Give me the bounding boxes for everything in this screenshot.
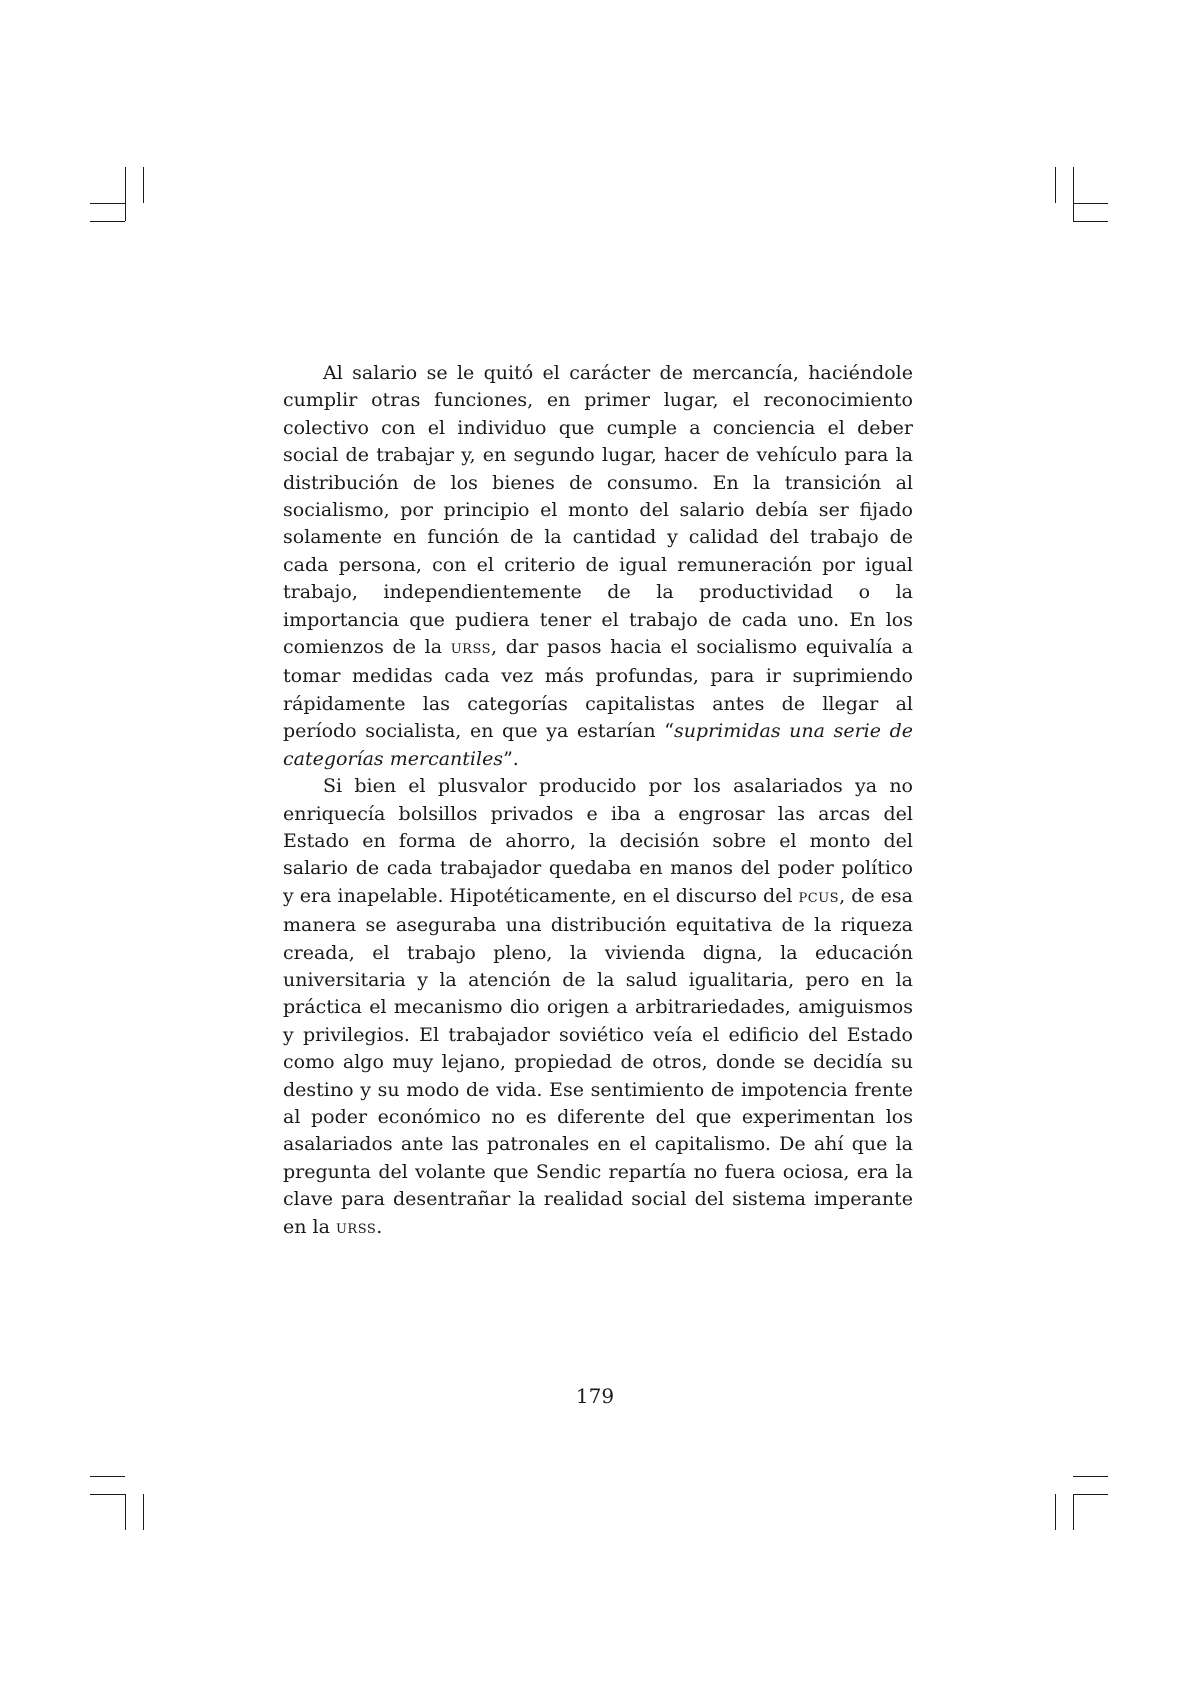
crop-mark xyxy=(90,1494,125,1495)
text-run: . xyxy=(376,1215,383,1238)
crop-mark xyxy=(143,1494,144,1530)
text-run: Si bien el plusvalor producido por los asalariados ya no enriquecía bolsillos privados e iba a engrosar las arcas del Estado en forma de ahorro, la decisión sobre el monto del salario de cada trabajador quedaba en manos del poder político y era inapelable. Hipotéticamente, en el discurso del xyxy=(283,775,913,907)
crop-mark xyxy=(1055,167,1056,203)
crop-mark xyxy=(1073,1476,1108,1477)
text-run: ”. xyxy=(503,747,519,770)
crop-mark xyxy=(1073,1494,1108,1495)
crop-mark xyxy=(1073,221,1108,222)
paragraph xyxy=(283,360,913,773)
acronym: URSS xyxy=(450,642,492,658)
acronym: PCUS xyxy=(798,890,840,906)
text-run: Al salario se le quitó el carácter de mercancía, haciéndole cumplir otras funciones, en primer lugar, el reconocimiento colectivo con el individuo que cumple a conciencia el deber social de trabajar y, en segundo lugar, hacer de vehículo para la distribución de los bienes de consumo. En la transición al socialismo, por principio el monto del salario debía ser fijado solamente en función de la cantidad y calidad del trabajo de cada persona, con el criterio de igual remuneración por igual trabajo, independientemente de la productividad o la importancia que pudiera tener el trabajo de cada uno. En los comienzos de la xyxy=(283,362,913,659)
crop-mark xyxy=(1073,167,1074,221)
crop-mark xyxy=(143,167,144,203)
crop-mark xyxy=(125,167,126,221)
page-number: 179 xyxy=(575,1384,615,1408)
acronym: URSS xyxy=(335,1221,377,1237)
crop-mark xyxy=(1073,1494,1074,1530)
crop-mark xyxy=(90,221,125,222)
body-text xyxy=(283,360,913,1243)
crop-mark xyxy=(125,1494,126,1530)
crop-mark xyxy=(1055,1494,1056,1530)
text-run: , de esa manera se aseguraba una distribución equitativa de la riqueza creada, el trabajo pleno, la vivienda digna, la educación universitaria y la atención de la salud igualitaria, pero en la práctica el mecanismo dio origen a arbitrariedades, amiguismos y privilegios. El trabajador soviético veía el edificio del Estado como algo muy lejano, propiedad de otros, donde se decidía su destino y su modo de vida. Ese sentimiento de impotencia frente al poder económico no es diferente del que experimentan los asalariados ante las patronales en el capitalismo. De ahí que la pregunta del volante que Sendic repartía no fuera ociosa, era la clave para desentrañar la realidad social del sistema imperante en la xyxy=(283,884,913,1238)
crop-mark xyxy=(90,1476,125,1477)
text-run: , dar pasos hacia el socialismo equivalía a tomar medidas cada vez más profundas, para ir suprimiendo rápidamente las categorías capitalistas antes de llegar al período socialista, en que ya estarían “ xyxy=(283,636,913,743)
crop-mark xyxy=(1073,203,1108,204)
italic-quote: suprimidas una serie de categorías mercantiles xyxy=(283,720,913,770)
paragraph xyxy=(283,773,913,1243)
crop-mark xyxy=(90,203,125,204)
